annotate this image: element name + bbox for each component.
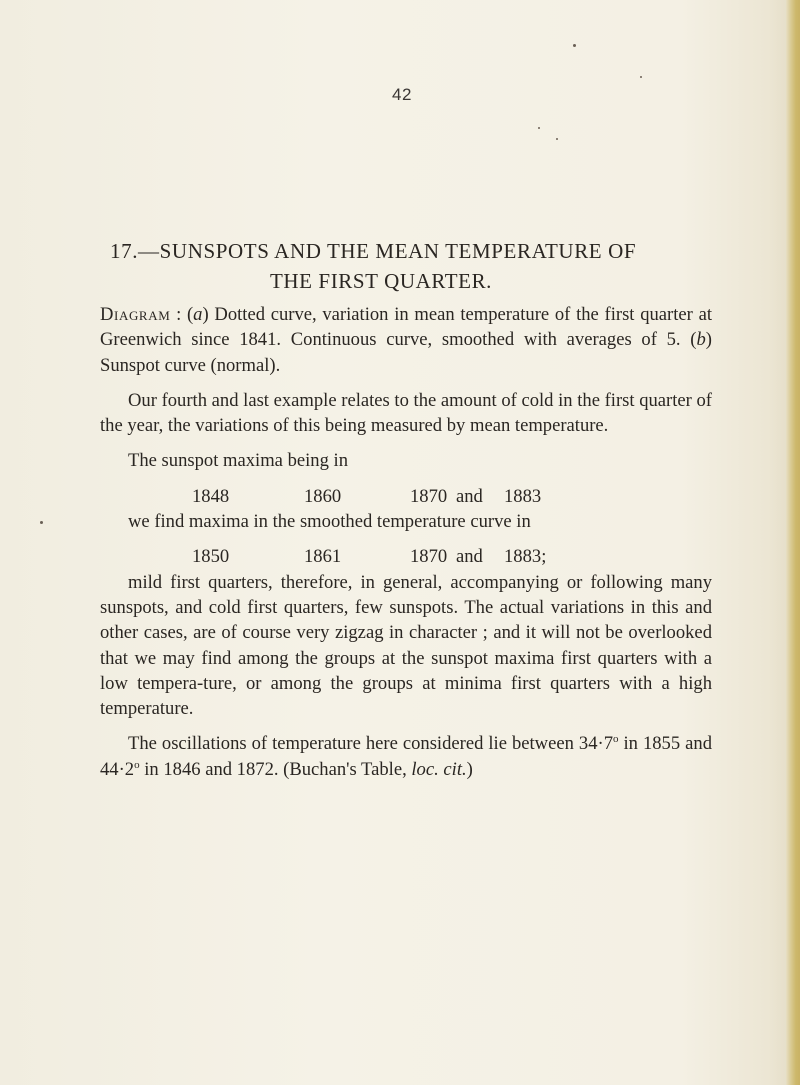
year-conjunction: and [456, 546, 483, 568]
paragraph-3-text-1: The oscillations of temperature here considered lie between 34·7 [128, 733, 613, 755]
section-title-line-1: 17.—SUNSPOTS AND THE MEAN TEMPERATURE OF [110, 239, 637, 263]
diagram-text-2: ) Sunspot curve (normal). [100, 329, 712, 376]
diagram-caption [100, 302, 712, 378]
year-item: 1860 [304, 485, 342, 507]
section-title [100, 236, 740, 296]
year-item: 1870 [410, 485, 448, 507]
page-edge [786, 0, 800, 1085]
diagram-a-marker: a [193, 304, 203, 325]
section-title-line-2: THE FIRST QUARTER. [269, 269, 493, 293]
paragraph-3-text-2: in 1855 and 44·2 [100, 733, 712, 780]
body-text [100, 302, 712, 782]
diagram-label: Diagram [100, 304, 171, 325]
paragraph-3-text-4: ) [466, 758, 473, 780]
page-number: 42 [392, 85, 412, 104]
degree-sign: o [134, 758, 140, 771]
year-item: 1850 [192, 546, 230, 568]
year-item: 1861 [304, 546, 342, 568]
year-item: 1870 [410, 546, 448, 568]
temperature-maxima-years [100, 544, 712, 569]
paragraph-2-rest: mild first quarters, therefore, in general, accompanying or following many sunspots, and cold first quarters, few sunspots. The actual variations in this and other cases, are of course very zigzag in character ; and it will not be overlooked that we may find among the groups at the sunspot maxima first quarters with a low tempera-ture, or among the groups at minima first quarters with a high temperature. [100, 571, 712, 720]
paper-speck [556, 138, 558, 140]
degree-sign: o [613, 733, 619, 746]
diagram-b-marker: b [696, 329, 706, 351]
paragraph-2-intro: The sunspot maxima being in [128, 450, 348, 472]
year-item: 1883; [504, 546, 547, 568]
year-conjunction: and [456, 485, 483, 507]
year-item: 1848 [192, 485, 230, 507]
paragraph-1: Our fourth and last example relates to the amount of cold in the first quarter of the year, the variations of this being measured by mean temperature. [100, 389, 712, 437]
paragraph-2 [100, 448, 712, 721]
paper-speck [573, 44, 576, 47]
sunspot-maxima-years [100, 484, 712, 509]
paper-speck [40, 521, 43, 524]
paragraph-2-middle: we find maxima in the smoothed temperature curve in [128, 511, 531, 533]
diagram-sep: : ( [170, 304, 194, 325]
citation-italic: loc. cit. [411, 758, 467, 780]
year-item: 1883 [504, 485, 542, 507]
paragraph-3-text-3: in 1846 and 1872. (Buchan's Table, [139, 758, 412, 780]
paper-speck [538, 127, 540, 129]
diagram-text-1: ) Dotted curve, variation in mean temperature of the first quarter at Greenwich since 1841. Continuous curve, smoothed with averages of 5. ( [100, 304, 712, 351]
paper-speck [640, 76, 642, 78]
paragraph-3 [100, 731, 712, 782]
